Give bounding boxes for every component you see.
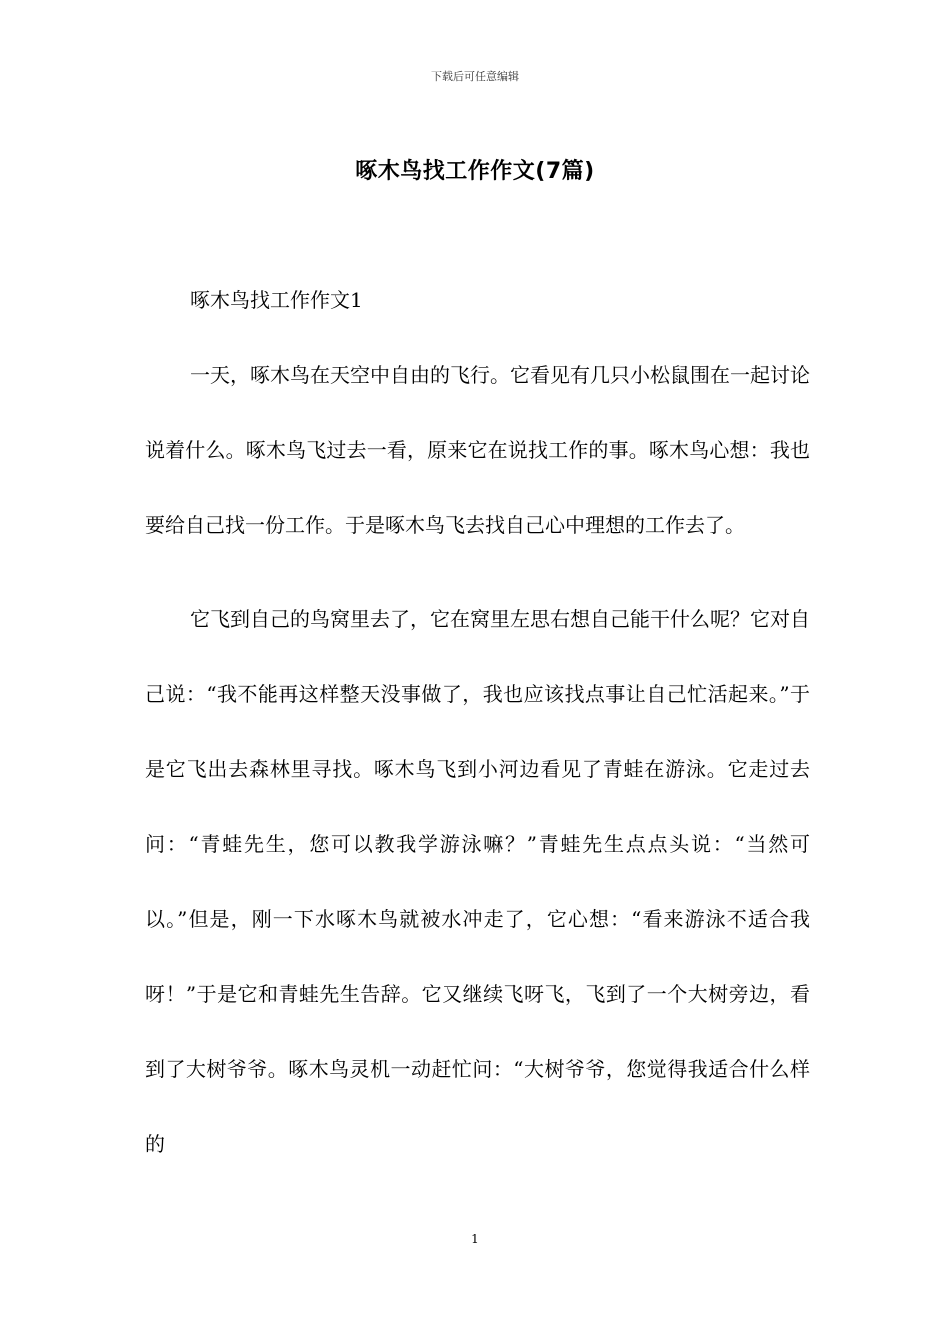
document-body xyxy=(145,282,810,1220)
paragraph-2: 它飞到自己的鸟窝里去了，它在窝里左思右想自己能干什么呢？它对自己说：“我不能再这样整天没事做了，我也应该找点事让自己忙活起来。”于是它飞出去森林里寻找。啄木鸟飞到小河边看见了青蛙在游泳。它走过去问：“青蛙先生，您可以教我学游泳嘛？”青蛙先生点点头说：“当然可以。”但是，刚一下水啄木鸟就被水冲走了，它心想：“看来游泳不适合我呀！”于是它和青蛙先生告辞。它又继续飞呀飞，飞到了一个大树旁边，看到了大树爷爷。啄木鸟灵机一动赶忙问：“大树爷爷，您觉得我适合什么样的 xyxy=(145,607,810,1156)
page-number: 1 xyxy=(471,1232,479,1246)
paragraph-1: 一天，啄木鸟在天空中自由的飞行。它看见有几只小松鼠围在一起讨论说着什么。啄木鸟飞过去一看，原来它在说找工作的事。啄木鸟心想：我也要给自己找一份工作。于是啄木鸟飞去找自己心中理想的工作去了。 xyxy=(145,363,810,537)
header-note: 下载后可任意编辑 xyxy=(431,70,519,83)
document-title: 啄木鸟找工作作文(7篇) xyxy=(355,159,595,184)
section-heading: 啄木鸟找工作作文1 xyxy=(190,288,363,312)
